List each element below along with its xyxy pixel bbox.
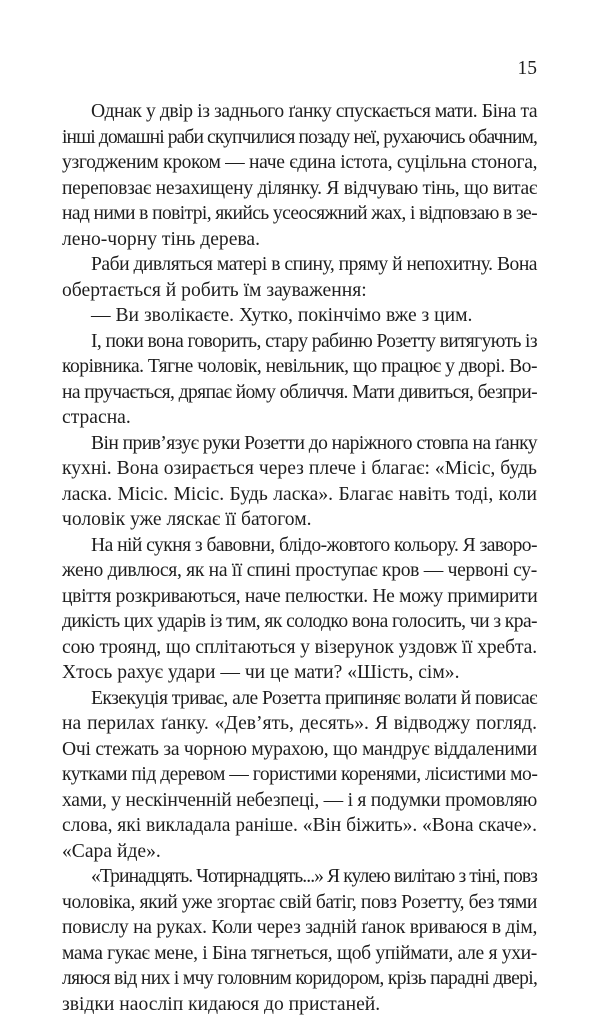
text-line: чоловік уже ляскає її батогом. <box>62 507 537 533</box>
text-line: мама гукає мене, і Біна тягнеться, щоб упіймати, але я ухи- <box>62 941 537 967</box>
text-line: Хтось рахує удари — чи це мати? «Шість, сім». <box>62 660 537 686</box>
text-line: кухні. Вона озирається через плече і благає: «Місіс, будь <box>62 456 537 482</box>
text-line: на перилах ґанку. «Дев’ять, десять». Я відводжу погляд. <box>62 711 537 737</box>
paragraph <box>62 252 537 303</box>
text-line: чоловіка, який уже згортає свій батіг, повз Розетту, без тями <box>62 890 537 916</box>
text-line: ляюся від них і мчу головним коридором, крізь парадні двері, <box>62 966 537 992</box>
paragraph <box>62 303 537 329</box>
text-line: Очі стежать за чорною мурахою, що мандрує віддаленими <box>62 737 537 763</box>
text-line: сою троянд, що сплітаються у візерунок уздовж її хребта. <box>62 635 537 661</box>
text-line: На ній сукня з бавовни, блідо-жовтого кольору. Я заворо- <box>62 533 537 559</box>
text-line: дикість цих ударів із тим, як солодко вона голосить, чи з кра- <box>62 609 537 635</box>
paragraph <box>62 864 537 1017</box>
text-line: Екзекуція триває, але Розетта припиняє волати й повисає <box>62 686 537 712</box>
text-line: «Сара йде». <box>62 839 537 865</box>
text-line: цвіття розкриваються, наче пелюстки. Не можу примирити <box>62 584 537 610</box>
text-line: звідки наосліп кидаюся до пристаней. <box>62 992 537 1017</box>
text-line: Він прив’язує руки Розетти до наріжного стовпа на ґанку <box>62 431 537 457</box>
paragraph <box>62 431 537 533</box>
text-line: переповзає незахищену ділянку. Я відчуваю тінь, що витає <box>62 176 537 202</box>
text-line: страсна. <box>62 405 537 431</box>
page-number: 15 <box>505 57 537 81</box>
paragraph <box>62 686 537 865</box>
text-line: на пручається, дряпає йому обличчя. Мати дивиться, безпри- <box>62 380 537 406</box>
text-line: «Тринадцять. Чотирнадцять...» Я кулею вилітаю з тіні, повз <box>62 864 537 890</box>
text-line: кутками під деревом — гористими коренями, лісистими мо- <box>62 762 537 788</box>
text-line: повислу на руках. Коли через задній ґанок вриваюся в дім, <box>62 915 537 941</box>
body-text <box>62 99 537 1017</box>
text-line: Раби дивляться матері в спину, пряму й непохитну. Вона <box>62 252 537 278</box>
text-line: інші домашні раби скупчилися позаду неї, рухаючись обачним, <box>62 125 537 151</box>
text-line: — Ви зволікаєте. Хутко, покінчімо вже з цим. <box>62 303 537 329</box>
paragraph <box>62 533 537 686</box>
text-line: слова, які викладала раніше. «Він біжить». «Вона скаче». <box>62 813 537 839</box>
text-line: хами, у нескінченній небезпеці, — і я подумки промовляю <box>62 788 537 814</box>
text-line: корівника. Тягне чоловік, невільник, що працює у дворі. Во- <box>62 354 537 380</box>
paragraph <box>62 329 537 431</box>
text-line: І, поки вона говорить, стару рабиню Розетту витягують із <box>62 329 537 355</box>
text-line: над ними в повітрі, якийсь усеосяжний жах, і відповзаю в зе- <box>62 201 537 227</box>
text-line: узгодженим кроком — наче єдина істота, суцільна стонога, <box>62 150 537 176</box>
text-line: жено дивлюся, як на її спині проступає кров — червоні су- <box>62 558 537 584</box>
text-line: лено-чорну тінь дерева. <box>62 227 537 253</box>
paragraph <box>62 99 537 252</box>
text-line: обертається й робить їм зауваження: <box>62 278 537 304</box>
text-line: Однак у двір із заднього ґанку спускається мати. Біна та <box>62 99 537 125</box>
text-line: ласка. Місіс. Місіс. Будь ласка». Благає навіть тоді, коли <box>62 482 537 508</box>
